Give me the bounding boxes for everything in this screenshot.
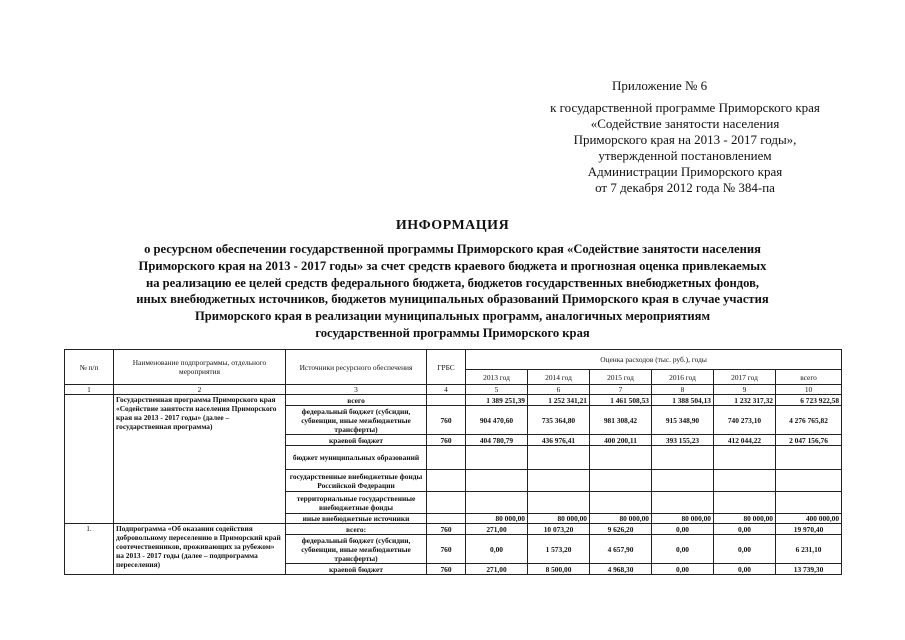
appendix-line: от 7 декабря 2012 года № 384-па xyxy=(595,180,775,195)
value-cell: 436 976,41 xyxy=(528,435,590,446)
grbs-cell: 760 xyxy=(427,564,466,575)
value-cell xyxy=(714,446,776,470)
value-cell xyxy=(466,492,528,514)
value-cell: 0,00 xyxy=(714,524,776,535)
source-cell: краевой бюджет xyxy=(286,435,427,446)
value-cell: 80 000,00 xyxy=(652,514,714,524)
appendix-line: к государственной программе Приморского края xyxy=(550,100,820,115)
subtitle-line: государственной программы Приморского края xyxy=(315,325,590,340)
value-cell: 80 000,00 xyxy=(714,514,776,524)
value-cell: 6 231,10 xyxy=(776,535,842,564)
value-cell: 740 273,10 xyxy=(714,406,776,435)
value-cell: 981 308,42 xyxy=(590,406,652,435)
value-cell: 4 657,90 xyxy=(590,535,652,564)
header-total: всего xyxy=(776,370,842,385)
value-cell: 6 723 922,58 xyxy=(776,395,842,406)
table-row xyxy=(65,395,842,406)
value-cell: 1 252 341,21 xyxy=(528,395,590,406)
value-cell: 80 000,00 xyxy=(528,514,590,524)
grbs-cell: 760 xyxy=(427,435,466,446)
appendix-lines xyxy=(520,100,850,196)
value-cell: 9 626,20 xyxy=(590,524,652,535)
header-year: 2013 год xyxy=(466,370,528,385)
grbs-cell: 760 xyxy=(427,524,466,535)
value-cell: 400 000,00 xyxy=(776,514,842,524)
col-number: 3 xyxy=(286,385,427,395)
value-cell xyxy=(466,446,528,470)
value-cell: 80 000,00 xyxy=(466,514,528,524)
value-cell: 80 000,00 xyxy=(590,514,652,524)
value-cell: 8 500,00 xyxy=(528,564,590,575)
value-cell xyxy=(776,470,842,492)
value-cell: 0,00 xyxy=(652,524,714,535)
value-cell xyxy=(776,446,842,470)
appendix-line: Приморского края на 2013 - 2017 годы», xyxy=(573,132,797,147)
col-number: 4 xyxy=(427,385,466,395)
value-cell: 0,00 xyxy=(714,564,776,575)
grbs-cell xyxy=(427,514,466,524)
value-cell: 2 047 156,76 xyxy=(776,435,842,446)
grbs-cell xyxy=(427,446,466,470)
header-num: № п/п xyxy=(65,350,114,385)
value-cell: 0,00 xyxy=(466,535,528,564)
value-cell: 271,00 xyxy=(466,564,528,575)
program-name: Государственная программа Приморского края «Содействие занятости населения Приморского края на 2013 - 2017 годы» (далее – государственная программа) xyxy=(114,395,286,524)
header-year: 2014 год xyxy=(528,370,590,385)
value-cell xyxy=(528,470,590,492)
value-cell: 0,00 xyxy=(652,535,714,564)
subtitle-line: иных внебюджетных источников, бюджетов муниципальных образований Приморского края в случае участия xyxy=(136,292,769,307)
subtitle-line: о ресурсном обеспечении государственной программы Приморского края «Содействие занятости населения xyxy=(144,242,761,256)
row-num: 1. xyxy=(65,524,114,575)
value-cell xyxy=(590,446,652,470)
header-grbs: ГРБС xyxy=(427,350,466,385)
source-cell: федеральный бюджет (субсидии, субвенции, иные межбюджетные трансферты) xyxy=(286,406,427,435)
source-cell: всего: xyxy=(286,524,427,535)
value-cell: 915 348,90 xyxy=(652,406,714,435)
value-cell: 19 970,40 xyxy=(776,524,842,535)
value-cell: 0,00 xyxy=(714,535,776,564)
col-number: 8 xyxy=(652,385,714,395)
value-cell xyxy=(466,470,528,492)
value-cell: 271,00 xyxy=(466,524,528,535)
value-cell: 1 461 508,53 xyxy=(590,395,652,406)
source-cell: территориальные государственные внебюджетные фонды xyxy=(286,492,427,514)
value-cell xyxy=(528,492,590,514)
col-number: 1 xyxy=(65,385,114,395)
value-cell: 1 232 317,32 xyxy=(714,395,776,406)
subtitle-line: Приморского края на 2013 - 2017 годы» за счет средств краевого бюджета и прогнозная оценка привлекаемых xyxy=(138,258,767,273)
grbs-cell xyxy=(427,395,466,406)
value-cell: 1 573,20 xyxy=(528,535,590,564)
value-cell: 10 073,20 xyxy=(528,524,590,535)
value-cell xyxy=(714,470,776,492)
grbs-cell xyxy=(427,492,466,514)
col-number: 10 xyxy=(776,385,842,395)
col-number: 5 xyxy=(466,385,528,395)
col-number: 7 xyxy=(590,385,652,395)
header-estimate: Оценка расходов (тыс. руб.), годы xyxy=(466,350,842,370)
value-cell: 412 044,22 xyxy=(714,435,776,446)
row-num-empty xyxy=(65,395,114,524)
document-subtitle xyxy=(60,241,845,342)
value-cell xyxy=(590,470,652,492)
subprogram-name: Подпрограмма «Об оказании содействия добровольному переселению в Приморский край соотечественников, проживающих за рубежом» на 2013 - 2017 годы (далее – подпрограмма переселения) xyxy=(114,524,286,575)
grbs-cell: 760 xyxy=(427,535,466,564)
value-cell: 735 364,80 xyxy=(528,406,590,435)
header-year: 2015 год xyxy=(590,370,652,385)
document-title: ИНФОРМАЦИЯ xyxy=(395,218,510,233)
header-year: 2016 год xyxy=(652,370,714,385)
value-cell xyxy=(776,492,842,514)
value-cell xyxy=(652,492,714,514)
value-cell xyxy=(652,446,714,470)
header-name: Наименование подпрограммы, отдельного мероприятия xyxy=(114,350,286,385)
subtitle-line: на реализацию ее целей средств федерального бюджета, бюджетов государственных внебюджетных фондов, xyxy=(145,275,760,290)
value-cell: 4 968,30 xyxy=(590,564,652,575)
grbs-cell: 760 xyxy=(427,406,466,435)
appendix-number: Приложение № 6 xyxy=(612,78,708,93)
header-year: 2017 год xyxy=(714,370,776,385)
header-source: Источники ресурсного обеспечения xyxy=(286,350,427,385)
appendix-line: Администрации Приморского края xyxy=(587,164,783,179)
col-number: 9 xyxy=(714,385,776,395)
value-cell: 0,00 xyxy=(652,564,714,575)
source-cell: бюджет муниципальных образований xyxy=(286,446,427,470)
table-row xyxy=(65,524,842,535)
grbs-cell xyxy=(427,470,466,492)
value-cell: 1 388 504,13 xyxy=(652,395,714,406)
source-cell: государственные внебюджетные фонды Российской Федерации xyxy=(286,470,427,492)
source-cell: федеральный бюджет (субсидии, субвенции, иные межбюджетные трансферты) xyxy=(286,535,427,564)
source-cell: всего xyxy=(286,395,427,406)
source-cell: иные внебюджетные источники xyxy=(286,514,427,524)
subtitle-line: Приморского края в реализации муниципальных программ, аналогичных мероприятиям xyxy=(194,309,711,324)
appendix-line: утвержденной постановлением xyxy=(598,148,772,163)
value-cell: 404 780,79 xyxy=(466,435,528,446)
resource-table xyxy=(64,349,842,575)
value-cell: 400 200,11 xyxy=(590,435,652,446)
value-cell xyxy=(652,470,714,492)
appendix-line: «Содействие занятости населения xyxy=(590,116,780,131)
col-number: 6 xyxy=(528,385,590,395)
value-cell xyxy=(714,492,776,514)
value-cell xyxy=(528,446,590,470)
value-cell: 1 389 251,39 xyxy=(466,395,528,406)
value-cell: 4 276 765,82 xyxy=(776,406,842,435)
value-cell xyxy=(590,492,652,514)
value-cell: 13 739,30 xyxy=(776,564,842,575)
col-number: 2 xyxy=(114,385,286,395)
source-cell: краевой бюджет xyxy=(286,564,427,575)
value-cell: 904 470,60 xyxy=(466,406,528,435)
value-cell: 393 155,23 xyxy=(652,435,714,446)
